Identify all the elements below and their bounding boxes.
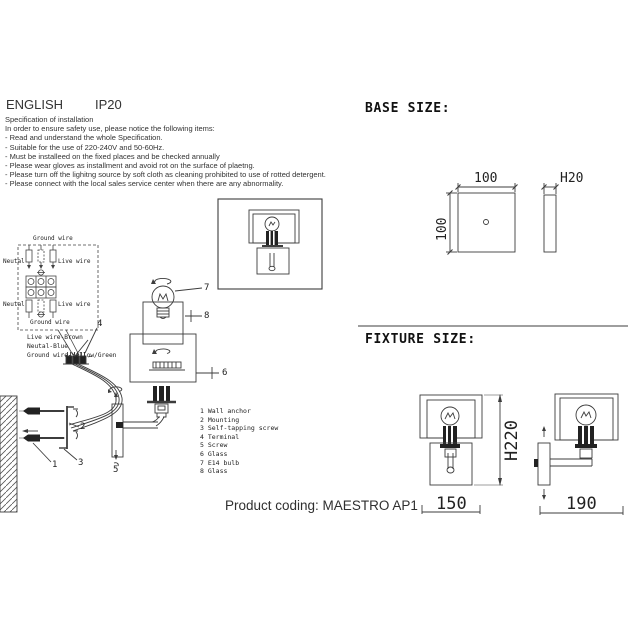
spec-item: - Read and understand the whole Specification. [5, 133, 163, 143]
exploded-lamp-drawing [130, 278, 219, 382]
base-thickness-dim: H20 [560, 171, 584, 186]
wiring-live-bottom-label: Live wire [58, 301, 91, 308]
parts-list-item: 2 Mounting [200, 415, 240, 424]
spec-item: - Suitable for the use of 220-240V and 50-60Hz. [5, 142, 165, 152]
spec-title: Specification of installation [5, 115, 94, 124]
wall-anchor-top [19, 408, 66, 415]
mounting-bracket-drawing [59, 406, 78, 449]
fixture-size-title: FIXTURE SIZE: [365, 332, 476, 347]
ip-rating-label: IP20 [95, 97, 122, 112]
spec-item: - Must be installeed on the fixed places and be checked annually [5, 151, 220, 161]
wall-mounting-drawing [0, 396, 79, 512]
parts-list-item: 5 Screw [200, 441, 228, 450]
live-wire-color: Live wire-Brown [27, 334, 83, 341]
wall-anchor-bottom [19, 435, 66, 442]
parts-list-item: 7 E14 bulb [200, 458, 240, 467]
lower-glass-drawing [130, 334, 196, 382]
neutral-wire-color: Neutal-Blue [27, 343, 68, 350]
language-label: ENGLISH [6, 97, 64, 112]
assembled-fixture-inset [218, 199, 322, 289]
socket-assembly-drawing [147, 386, 176, 426]
spec-item: - Please turn off the lighitng source by soft cloth as cleaning prohibited to use of rotted detergent. [5, 170, 326, 180]
bottom-connector-pins [26, 300, 56, 318]
base-size-drawing [446, 183, 559, 255]
wire-bundle [69, 364, 122, 431]
wiring-neutral-bottom-label: Neutal [3, 301, 25, 308]
wiring-live-top-label: Live wire [58, 258, 91, 265]
fixture-depth-dim: 190 [566, 494, 597, 514]
wire-color-legend [27, 333, 116, 360]
parts-list-item: 3 Self-tapping screw [200, 424, 279, 433]
wiring-ground-top-label: Ground wire [33, 235, 73, 242]
callout-self-tapping-screw: 3 [78, 458, 84, 468]
parts-list-item: 1 Wall anchor [200, 407, 251, 415]
callout-mounting: 2 [80, 422, 86, 432]
parts-list-item: 8 Glass [200, 467, 228, 476]
callout-upper-glass: 8 [204, 311, 210, 321]
wall-hatch [0, 396, 17, 512]
fixture-height-dim: H220 [502, 420, 522, 461]
callout-lower-glass: 6 [222, 368, 228, 378]
spec-item: - Please connect with the local sales service center when there are any abnormality. [5, 179, 284, 189]
wall-plate-drawing [108, 387, 158, 466]
spec-item: - Please wear gloves as installment and avoid rot on the surface of plaetng. [5, 161, 255, 171]
ground-wire-color: Ground wire-Yellow/Green [27, 352, 117, 359]
callout-screw: 5 [113, 465, 119, 475]
parts-list [200, 407, 278, 476]
product-coding: Product coding: MAESTRO AP1 [225, 498, 418, 513]
top-connector-pins [26, 245, 56, 269]
base-size-title: BASE SIZE: [365, 101, 451, 116]
base-height-dim: 100 [435, 217, 450, 241]
fixture-width-dim: 150 [436, 494, 467, 514]
base-width-dim: 100 [474, 171, 498, 186]
terminal-strip-drawing [26, 276, 56, 298]
wiring-ground-bottom-label: Ground wire [30, 319, 70, 326]
spec-intro: In order to ensure safety use, please notice the following items: [5, 124, 215, 134]
callout-terminal: 4 [97, 319, 103, 329]
callout-bulb: 7 [204, 283, 210, 293]
specification-block [5, 115, 326, 189]
parts-list-item: 4 Terminal [200, 432, 240, 441]
parts-list-item: 6 Glass [200, 449, 228, 458]
callout-wall-anchor: 1 [52, 460, 58, 470]
wiring-neutral-top-label: Neutal [3, 258, 25, 265]
